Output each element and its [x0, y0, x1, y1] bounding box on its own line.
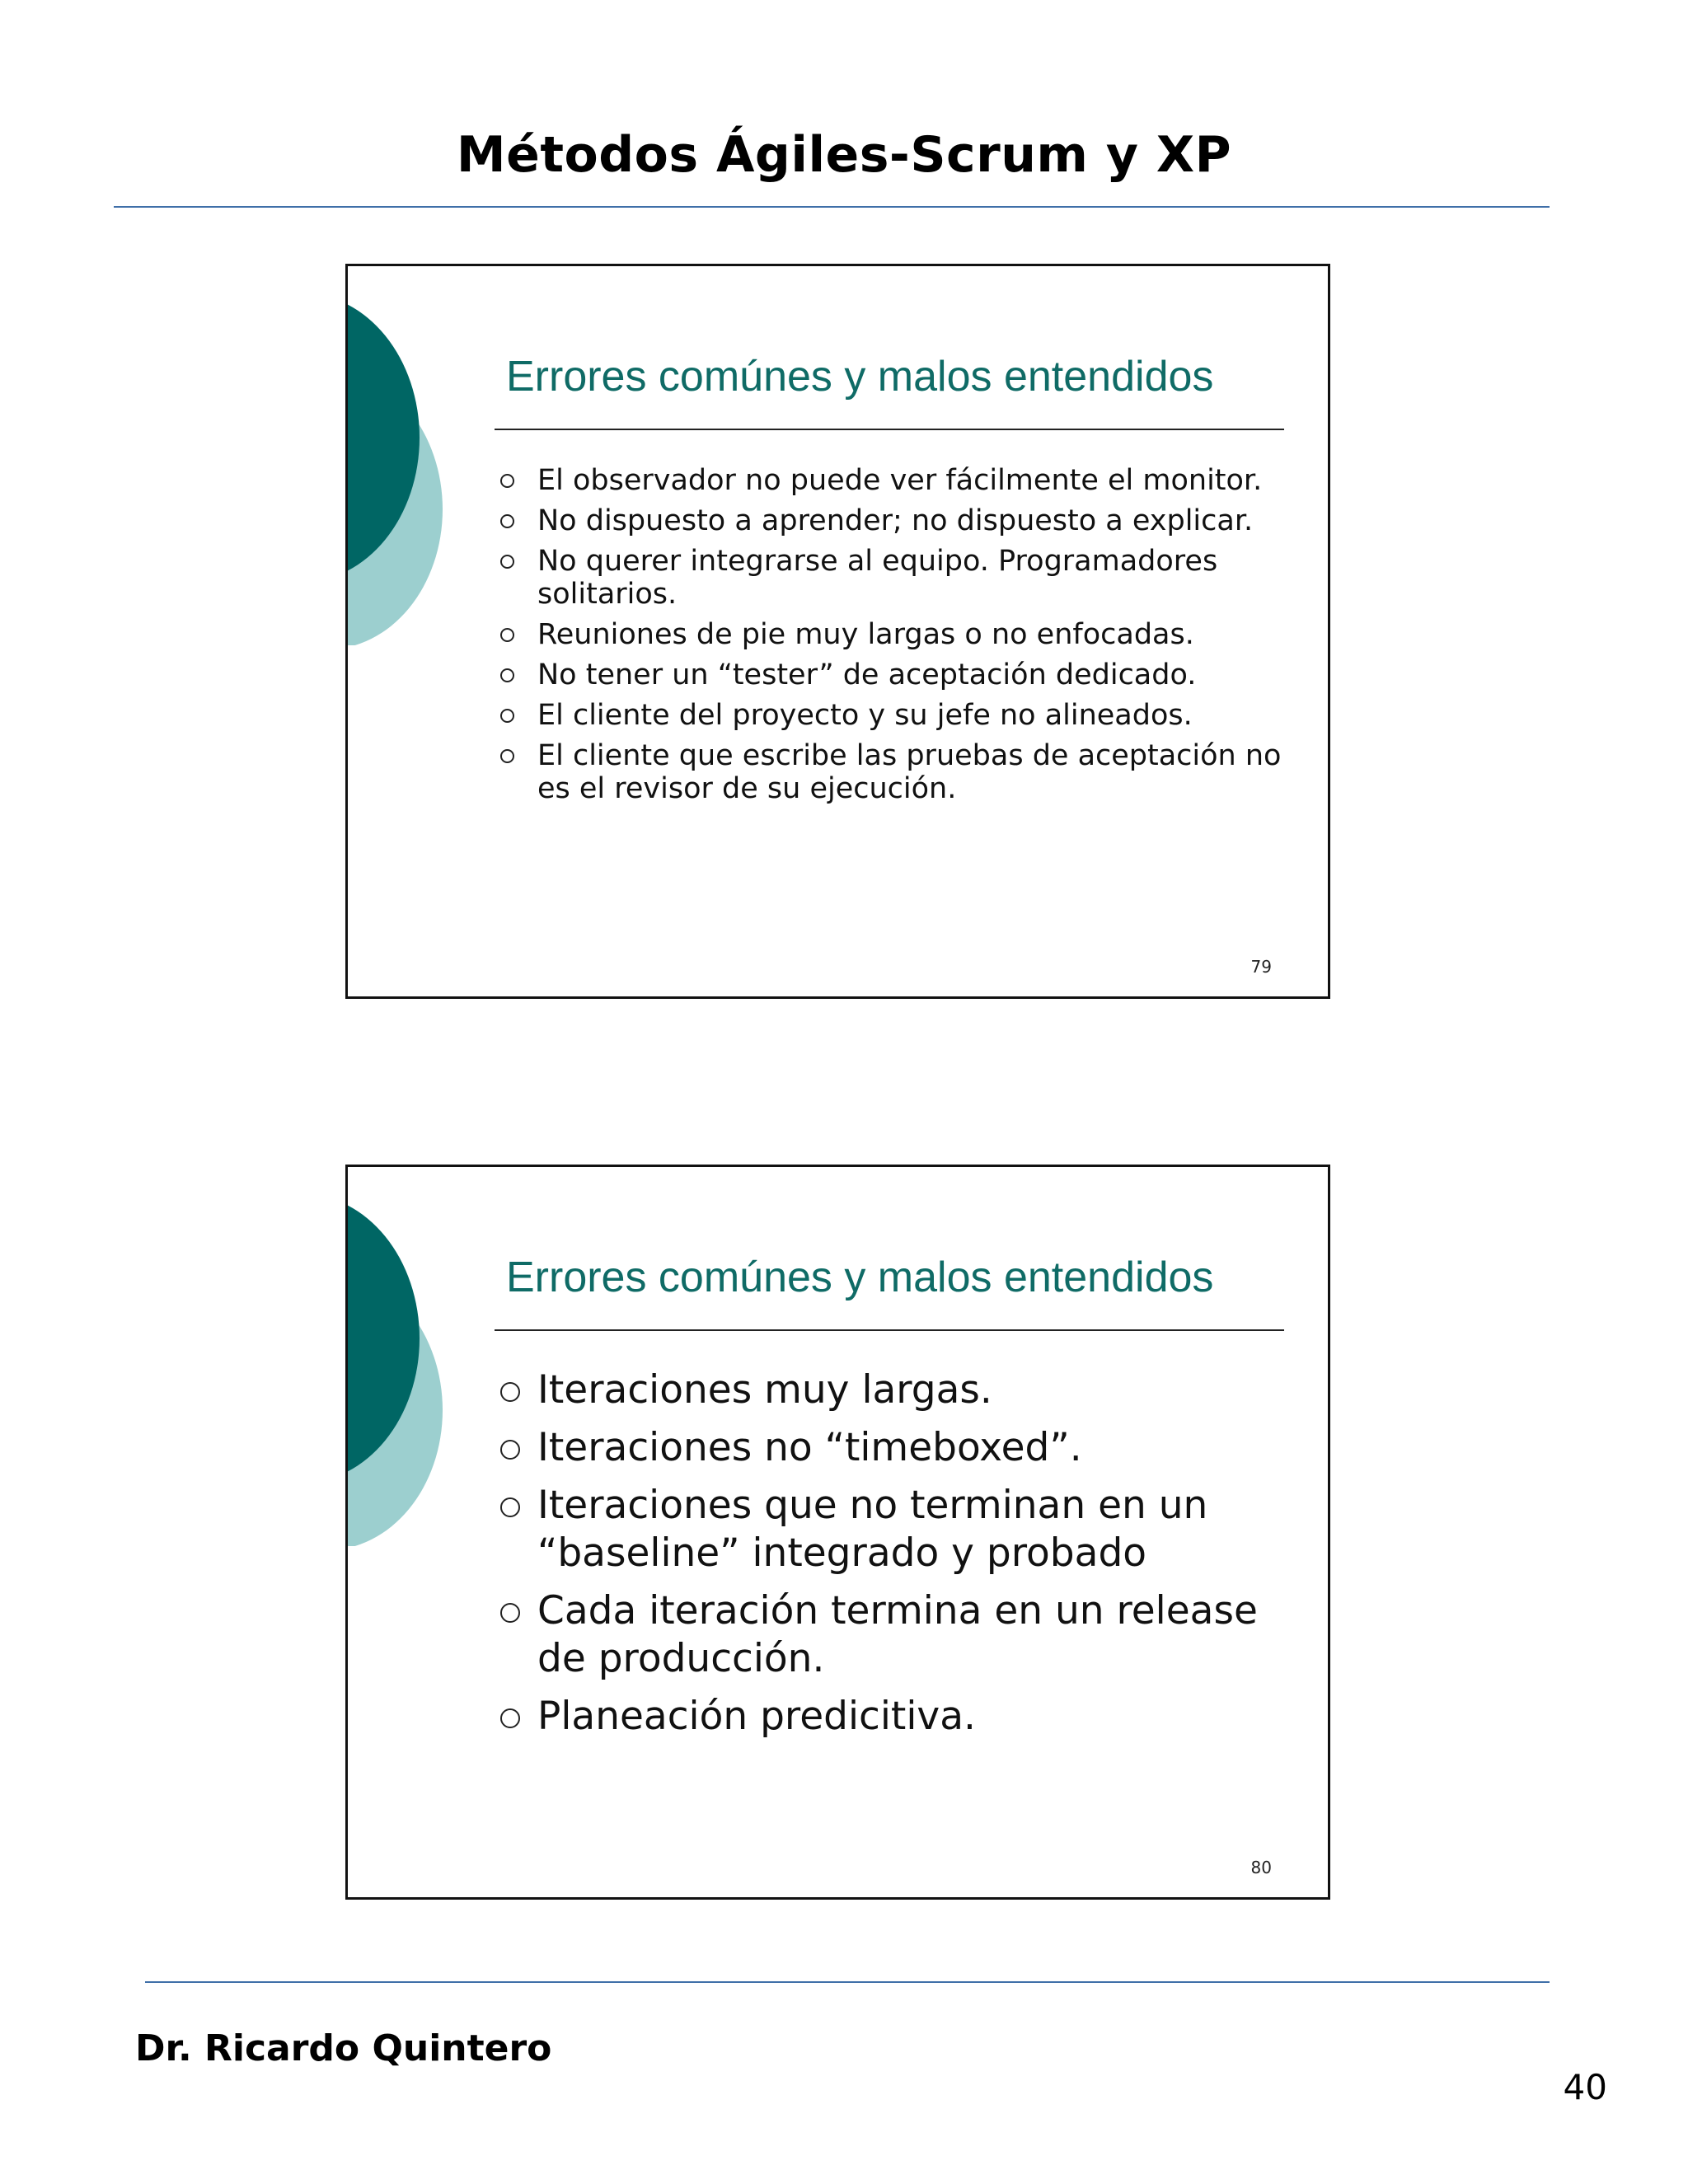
- list-item-text: El cliente que escribe las pruebas de aceptación no es el revisor de su ejecución.: [537, 739, 1282, 805]
- page-title: Métodos Ágiles-Scrum y XP: [456, 126, 1232, 184]
- list-item: [500, 1482, 1295, 1577]
- bullet-list: [500, 1366, 1295, 1750]
- list-item-text: Iteraciones que no terminan en un “baseline” integrado y probado: [537, 1483, 1208, 1576]
- list-item: [500, 1587, 1295, 1683]
- circle-bullet-icon: [500, 1382, 520, 1402]
- header-rule: [114, 206, 1550, 208]
- circle-bullet-icon: [500, 474, 514, 488]
- list-item: [500, 658, 1295, 691]
- list-item-text: Planeación predicitiva.: [537, 1694, 976, 1739]
- list-item: [500, 618, 1295, 651]
- slide-decoration: [348, 1167, 447, 1546]
- slide-title: Errores comúnes y malos entendidos: [506, 1254, 1214, 1301]
- slide-title-rule: [495, 1329, 1284, 1331]
- list-item: [500, 699, 1295, 732]
- slide-80: [345, 1165, 1330, 1900]
- list-item-text: El observador no puede ver fácilmente el monitor.: [537, 464, 1263, 497]
- circle-bullet-icon: [500, 1440, 520, 1460]
- list-item: [500, 1424, 1295, 1472]
- list-item-text: No dispuesto a aprender; no dispuesto a explicar.: [537, 504, 1254, 537]
- circle-bullet-icon: [500, 514, 514, 528]
- list-item-text: No tener un “tester” de aceptación dedicado.: [537, 658, 1197, 691]
- slide-title: Errores comúnes y malos entendidos: [506, 353, 1214, 401]
- list-item-text: No querer integrarse al equipo. Programadores solitarios.: [537, 545, 1218, 611]
- circle-bullet-icon: [500, 1603, 520, 1623]
- list-item-text: Iteraciones no “timeboxed”.: [537, 1425, 1082, 1470]
- list-item: [500, 545, 1295, 611]
- circle-bullet-icon: [500, 668, 514, 682]
- list-item: [500, 1366, 1295, 1414]
- author-name: Dr. Ricardo Quintero: [135, 2027, 552, 2069]
- list-item: [500, 739, 1295, 805]
- slide-title-rule: [495, 429, 1284, 430]
- list-item: [500, 1693, 1295, 1741]
- slide-79: [345, 264, 1330, 999]
- slide-decoration: [348, 266, 447, 645]
- list-item-text: Reuniones de pie muy largas o no enfocadas.: [537, 618, 1194, 651]
- list-item-text: El cliente del proyecto y su jefe no alineados.: [537, 699, 1193, 732]
- page-number: 40: [1563, 2067, 1607, 2107]
- list-item: [500, 504, 1295, 537]
- circle-bullet-icon: [500, 709, 514, 723]
- slide-number: 79: [1250, 957, 1272, 977]
- circle-bullet-icon: [500, 1497, 520, 1517]
- list-item: [500, 464, 1295, 497]
- list-item-text: Cada iteración termina en un release de producción.: [537, 1588, 1258, 1681]
- footer-rule: [145, 1981, 1550, 1983]
- circle-bullet-icon: [500, 749, 514, 763]
- list-item-text: Iteraciones muy largas.: [537, 1367, 992, 1413]
- slide-number: 80: [1250, 1858, 1272, 1877]
- circle-bullet-icon: [500, 1708, 520, 1728]
- bullet-list: [500, 464, 1295, 813]
- circle-bullet-icon: [500, 628, 514, 642]
- circle-bullet-icon: [500, 555, 514, 569]
